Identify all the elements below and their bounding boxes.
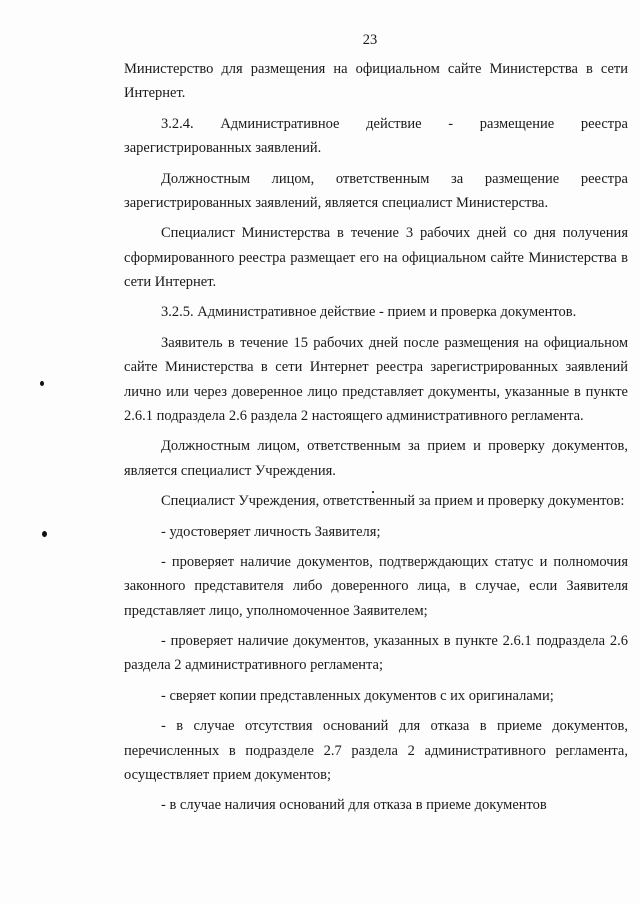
list-item: - в случае наличия оснований для отказа в приеме документов bbox=[161, 797, 547, 814]
paragraph: Должностным лицом, ответственным за размещение реестра зарегистрированных заявлений, является специалист Министерства. bbox=[124, 170, 628, 211]
paragraph: Должностным лицом, ответственным за прием и проверку документов, является специалист Учреждения. bbox=[124, 438, 628, 479]
document-body bbox=[124, 57, 628, 824]
paragraph-section-3-2-5: 3.2.5. Административное действие - прием и проверка документов. bbox=[161, 304, 577, 321]
scan-speck bbox=[372, 491, 374, 493]
list-item: - проверяет наличие документов, указанных в пункте 2.6.1 подраздела 2.6 раздела 2 административного регламента; bbox=[124, 633, 628, 674]
list-item: - удостоверяет личность Заявителя; bbox=[161, 523, 381, 540]
paragraph: Специалист Учреждения, ответственный за прием и проверку документов: bbox=[161, 493, 625, 510]
scan-speck bbox=[40, 381, 44, 386]
list-item: - проверяет наличие документов, подтверждающих статус и полномочия законного представителя либо доверенного лица, в случае, если Заявителя представляет лицо, уполномоченное Заявителем; bbox=[124, 554, 628, 619]
paragraph: Специалист Министерства в течение 3 рабочих дней со дня получения сформированного реестра размещает его на официальном сайте Министерства в сети Интернет. bbox=[124, 225, 628, 290]
page-number: 23 bbox=[362, 32, 378, 48]
scan-speck bbox=[42, 531, 47, 537]
paragraph: Министерство для размещения на официальном сайте Министерства в сети Интернет. bbox=[124, 61, 628, 102]
list-item: - сверяет копии представленных документов с их оригиналами; bbox=[161, 687, 554, 704]
paragraph-section-3-2-4: 3.2.4. Административное действие - размещение реестра зарегистрированных заявлений. bbox=[124, 115, 628, 157]
paragraph: Заявитель в течение 15 рабочих дней после размещения на официальном сайте Министерства в сети Интернет реестра зарегистрированных заявлений лично или через доверенное лицо представляет документы, указанные в пункте 2.6.1 подраздела 2.6 раздела 2 настоящего административного регламента. bbox=[124, 334, 628, 424]
list-item: - в случае отсутствия оснований для отказа в приеме документов, перечисленных в подразделе 2.7 раздела 2 административного регламента, осуществляет прием документов; bbox=[124, 718, 628, 783]
